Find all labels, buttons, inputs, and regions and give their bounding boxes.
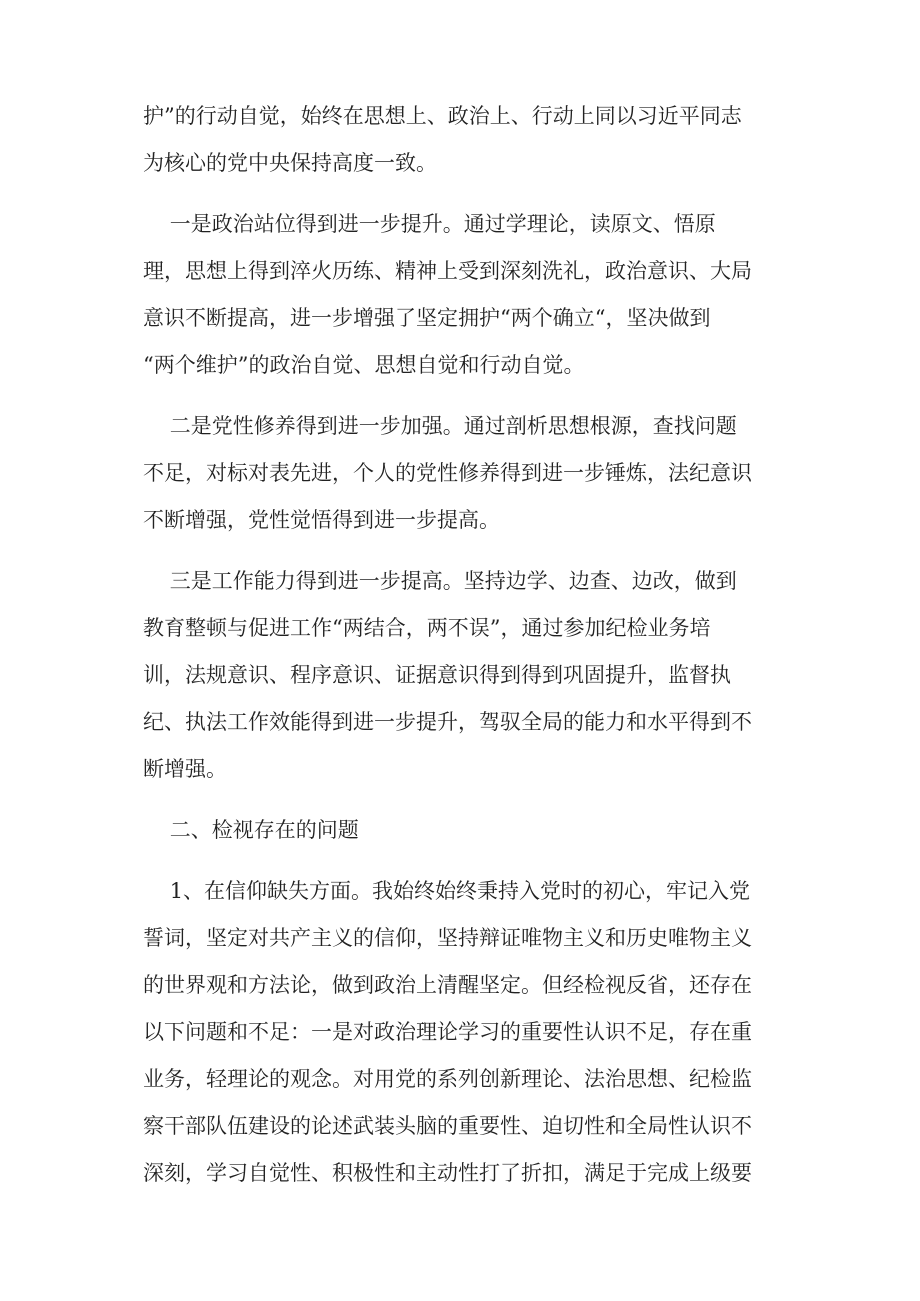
text-line: 训，法规意识、程序意识、证据意识得到得到巩固提升，监督执 [143, 663, 731, 687]
document-body [143, 93, 783, 1197]
text-line: 三是工作能力得到进一步提高。坚持边学、边查、边改，做到 [143, 569, 737, 593]
paragraph [143, 201, 783, 389]
text-line: 一是政治站位得到进一步提升。通过学理论，读原文、悟原 [143, 212, 716, 236]
paragraph [143, 558, 783, 793]
text-line: 不断增强，党性觉悟得到进一步提高。 [143, 508, 500, 532]
text-line: 意识不断提高，进一步增强了坚定拥护“两个确立“，坚决做到 [143, 306, 711, 330]
text-line: 二是党性修养得到进一步加强。通过剖析思想根源，查找问题 [143, 414, 737, 438]
text-line: 深刻，学习自觉性、积极性和主动性打了折扣，满足于完成上级要 [143, 1161, 752, 1185]
text-line: 誓词，坚定对共产主义的信仰，坚持辩证唯物主义和历史唯物主义 [143, 926, 752, 950]
text-line: 业务，轻理论的观念。对用党的系列创新理论、法治思想、纪检监 [143, 1067, 752, 1091]
text-line: 教育整顿与促进工作“两结合，两不误”，通过参加纪检业务培 [143, 616, 711, 640]
text-line: 理，思想上得到淬火历练、精神上受到深刻洗礼，政治意识、大局 [143, 259, 752, 283]
section-heading [143, 807, 783, 854]
paragraph [143, 403, 783, 544]
text-line: 不足，对标对表先进，个人的党性修养得到进一步锤炼，法纪意识 [143, 461, 752, 485]
text-line: 二、检视存在的问题 [143, 818, 359, 842]
paragraph [143, 93, 783, 187]
text-line: “两个维护”的政治自觉、思想自觉和行动自觉。 [143, 353, 585, 377]
text-line: 为核心的党中央保持高度一致。 [143, 151, 437, 175]
text-line: 护”的行动自觉，始终在思想上、政治上、行动上同以习近平同志 [143, 104, 742, 128]
text-line: 断增强。 [143, 757, 227, 781]
text-line: 的世界观和方法论，做到政治上清醒坚定。但经检视反省，还存在 [143, 973, 752, 997]
text-line: 察干部队伍建设的论述武装头脑的重要性、迫切性和全局性认识不 [143, 1114, 752, 1138]
text-line: 1、在信仰缺失方面。我始终始终秉持入党时的初心，牢记入党 [143, 879, 751, 903]
paragraph [143, 868, 783, 1197]
text-line: 以下问题和不足：一是对政治理论学习的重要性认识不足，存在重 [143, 1020, 752, 1044]
text-line: 纪、执法工作效能得到进一步提升，驾驭全局的能力和水平得到不 [143, 710, 752, 734]
